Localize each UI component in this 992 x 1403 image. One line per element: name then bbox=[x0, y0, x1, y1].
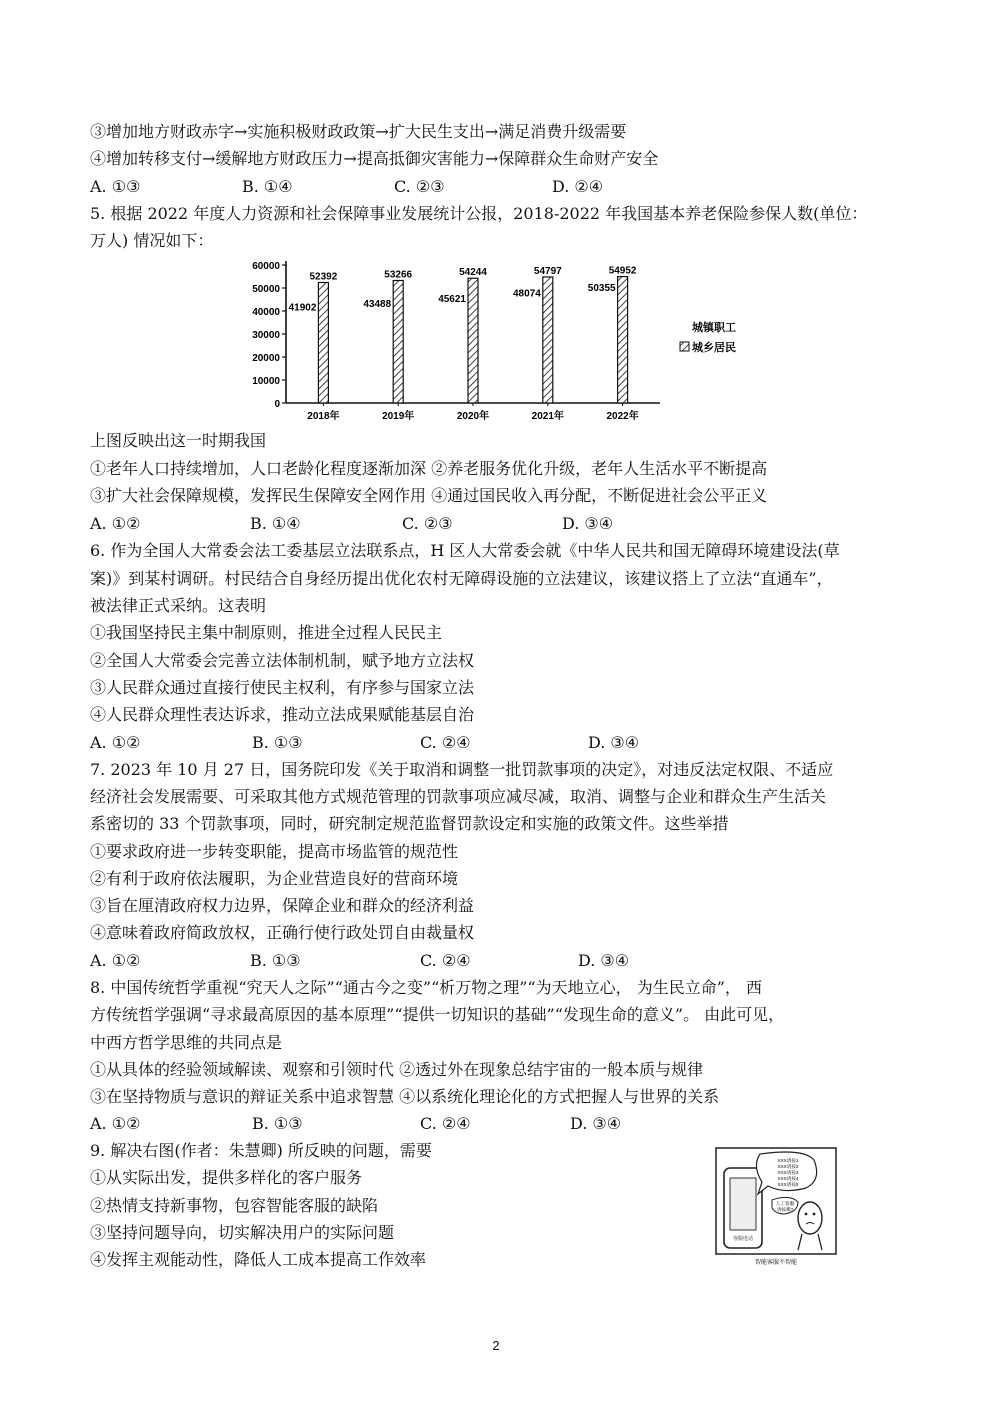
phone-screen bbox=[730, 1178, 756, 1230]
q6-statement-4: ④人民群众理性表达诉求，推动立法成果赋能基层自治 bbox=[90, 705, 475, 724]
q5-answer-b[interactable]: B. ①④ bbox=[250, 514, 301, 533]
q7-answer-c[interactable]: C. ②④ bbox=[420, 951, 471, 970]
bubble-line-1: XXX请按1 bbox=[777, 1158, 799, 1163]
x-tick-label: 2018年 bbox=[307, 411, 340, 422]
y-tick-label: 60000 bbox=[252, 261, 280, 272]
q4-option-3: ③增加地方财政赤字→实施积极财政政策→扩大民生支出→满足消费升级需要 bbox=[90, 122, 627, 141]
data-label-城乡居民: 54797 bbox=[533, 265, 562, 277]
bubble-line-2: XXX请按2 bbox=[777, 1164, 799, 1169]
q7-answer-b[interactable]: B. ①③ bbox=[250, 951, 301, 970]
q5-statements-1-2: ①老年人口持续增加，人口老龄化程度逐渐加深 ②养老服务优化升级，老年人生活水平不断提高 bbox=[90, 459, 768, 478]
q7-stem-line-2: 经济社会发展需要、可采取其他方式规范管理的罚款事项应减尽减，取消、调整与企业和群众生产生活关 bbox=[90, 787, 827, 806]
q4-answer-d[interactable]: D. ②④ bbox=[552, 177, 604, 196]
data-label-城镇职工: 41902 bbox=[288, 302, 317, 314]
bar-城乡居民 bbox=[543, 277, 553, 403]
legend-label-城镇职工: 城镇职工 bbox=[692, 322, 736, 334]
bubble-line-5: XXX请按5 bbox=[777, 1182, 799, 1187]
data-label-城乡居民: 53266 bbox=[384, 269, 413, 281]
x-tick-label: 2019年 bbox=[382, 411, 415, 422]
bar-城乡居民 bbox=[618, 277, 628, 403]
q8-answer-a[interactable]: A. ①② bbox=[90, 1114, 141, 1133]
data-label-城镇职工: 43488 bbox=[363, 298, 392, 310]
q8-answer-b[interactable]: B. ①③ bbox=[252, 1114, 303, 1133]
x-tick-label: 2020年 bbox=[456, 411, 490, 422]
cartoon-caption: 智能客服不智能 bbox=[754, 1260, 798, 1266]
bubble-line-4: XXX请按4 bbox=[777, 1176, 799, 1181]
bubble-line-3: XXX请按3 bbox=[777, 1170, 799, 1175]
q4-answer-c[interactable]: C. ②③ bbox=[394, 177, 445, 196]
q6-answer-a[interactable]: A. ①② bbox=[90, 733, 141, 752]
q9-statement-1: ①从实际出发，提供多样化的客户服务 bbox=[90, 1168, 363, 1187]
q8-statements-1-2: ①从具体的经验领域解读、观察和引领时代 ②透过外在现象总结宇宙的一般本质与规律 bbox=[90, 1060, 704, 1079]
smart-customer-service-cartoon bbox=[714, 1146, 838, 1268]
q8-answer-d[interactable]: D. ③④ bbox=[570, 1114, 622, 1133]
x-tick-label: 2022年 bbox=[606, 411, 639, 422]
q5-stem-line-2: 万人) 情况如下： bbox=[90, 231, 214, 250]
legend-swatch-城乡居民 bbox=[680, 342, 689, 351]
chart-bars bbox=[318, 277, 627, 403]
x-tick-label: 2021年 bbox=[531, 411, 564, 422]
q6-answer-b[interactable]: B. ①③ bbox=[252, 733, 303, 752]
y-tick-label: 40000 bbox=[252, 307, 280, 318]
legend-label-城乡居民: 城乡居民 bbox=[692, 342, 736, 354]
q7-statement-1: ①要求政府进一步转变职能，提高市场监管的规范性 bbox=[90, 842, 459, 861]
q5-answer-d[interactable]: D. ③④ bbox=[562, 514, 614, 533]
y-tick-label: 50000 bbox=[252, 284, 280, 295]
phone-label: 客服电话 bbox=[732, 1236, 754, 1242]
q6-statement-3: ③人民群众通过直接行使民主权利，有序参与国家立法 bbox=[90, 678, 475, 697]
y-tick-label: 0 bbox=[274, 399, 280, 410]
q9-stem: 9. 解决右图(作者：朱慧卿) 所反映的问题，需要 bbox=[90, 1141, 432, 1160]
q7-answer-d[interactable]: D. ③④ bbox=[578, 951, 630, 970]
q6-stem-line-1: 6. 作为全国人大常委会法工委基层立法联系点，H 区人大常委会就《中华人民共和国无障碍环境建设法(草 bbox=[90, 541, 840, 560]
q4-answer-a[interactable]: A. ①③ bbox=[90, 177, 141, 196]
q9-statement-4: ④发挥主观能动性，降低人工成本提高工作效率 bbox=[90, 1250, 427, 1269]
y-tick-label: 30000 bbox=[252, 330, 280, 341]
chart-legend bbox=[680, 320, 736, 354]
data-label-城镇职工: 48074 bbox=[512, 288, 541, 300]
q7-stem-line-3: 系密切的 33 个罚款事项，同时，研究制定规范监督罚款设定和实施的政策文件。这些举措 bbox=[90, 814, 729, 833]
q7-statement-3: ③旨在厘清政府权力边界，保障企业和群众的经济利益 bbox=[90, 896, 475, 915]
person-bubble-line-2: 请按哪? bbox=[776, 1207, 794, 1212]
chart-labels bbox=[252, 261, 639, 422]
q4-option-4: ④增加转移支付→缓解地方财政压力→提高抵御灾害能力→保障群众生命财产安全 bbox=[90, 149, 659, 168]
q5-answer-a[interactable]: A. ①② bbox=[90, 514, 141, 533]
bar-城乡居民 bbox=[393, 280, 403, 403]
q6-answer-c[interactable]: C. ②④ bbox=[420, 733, 471, 752]
q7-statement-4: ④意味着政府简政放权，正确行使行政处罚自由裁量权 bbox=[90, 923, 475, 942]
data-label-城镇职工: 45621 bbox=[438, 294, 466, 306]
q9-statement-3: ③坚持问题导向，切实解决用户的实际问题 bbox=[90, 1223, 395, 1242]
page-number: 2 bbox=[492, 1338, 500, 1353]
data-label-城镇职工: 50355 bbox=[587, 283, 616, 295]
q6-answer-d[interactable]: D. ③④ bbox=[588, 733, 640, 752]
q8-statements-3-4: ③在坚持物质与意识的辩证关系中追求智慧 ④以系统化理论化的方式把握人与世界的关系 bbox=[90, 1087, 720, 1106]
q5-answer-c[interactable]: C. ②③ bbox=[402, 514, 453, 533]
q8-stem-line-3: 中西方哲学思维的共同点是 bbox=[90, 1033, 283, 1052]
bar-城乡居民 bbox=[468, 278, 478, 403]
q7-statement-2: ②有利于政府依法履职，为企业营造良好的营商环境 bbox=[90, 869, 459, 888]
q7-stem-line-1: 7. 2023 年 10 月 27 日，国务院印发《关于取消和调整一批罚款事项的决定》，对违反法定权限、不适应 bbox=[90, 760, 834, 779]
q4-answer-b[interactable]: B. ①④ bbox=[242, 177, 293, 196]
pension-bar-chart bbox=[240, 255, 760, 430]
person-head bbox=[798, 1202, 822, 1234]
q7-answer-a[interactable]: A. ①② bbox=[90, 951, 141, 970]
data-label-城乡居民: 54952 bbox=[608, 265, 637, 277]
q6-stem-line-2: 案)》到某村调研。村民结合自身经历提出优化农村无障碍设施的立法建议，该建议搭上了立法“直通车”， bbox=[90, 569, 833, 588]
q6-statement-1: ①我国坚持民主集中制原则，推进全过程人民民主 bbox=[90, 623, 443, 642]
data-label-城乡居民: 54244 bbox=[459, 267, 487, 279]
q8-stem-line-2: 方传统哲学强调“寻求最高原因的基本原理”“提供一切知识的基础”“发现生命的意义”。 由此可见， bbox=[90, 1005, 785, 1024]
q5-statements-3-4: ③扩大社会保障规模，发挥民生保障安全网作用 ④通过国民收入再分配，不断促进社会公平正义 bbox=[90, 486, 768, 505]
q6-stem-line-3: 被法律正式采纳。这表明 bbox=[90, 596, 267, 615]
y-tick-label: 10000 bbox=[252, 376, 280, 387]
q8-answer-c[interactable]: C. ②④ bbox=[420, 1114, 471, 1133]
q8-stem-line-1: 8. 中国传统哲学重视“究天人之际”“通古今之变”“析万物之理”“为天地立心， 为生民立命”， 西 bbox=[90, 978, 762, 997]
q9-statement-2: ②热情支持新事物，包容智能客服的缺陷 bbox=[90, 1196, 379, 1215]
bar-城乡居民 bbox=[318, 282, 328, 403]
q6-statement-2: ②全国人大常委会完善立法体制机制，赋予地方立法权 bbox=[90, 651, 475, 670]
q5-after-chart: 上图反映出这一时期我国 bbox=[90, 431, 267, 450]
person-bubble-line-1: 人工客服 bbox=[775, 1201, 795, 1206]
data-label-城乡居民: 52392 bbox=[309, 271, 338, 283]
y-tick-label: 20000 bbox=[252, 353, 280, 364]
q5-stem-line-1: 5. 根据 2022 年度人力资源和社会保障事业发展统计公报，2018-2022 年我国基本养老保险参保人数(单位： bbox=[90, 204, 868, 223]
